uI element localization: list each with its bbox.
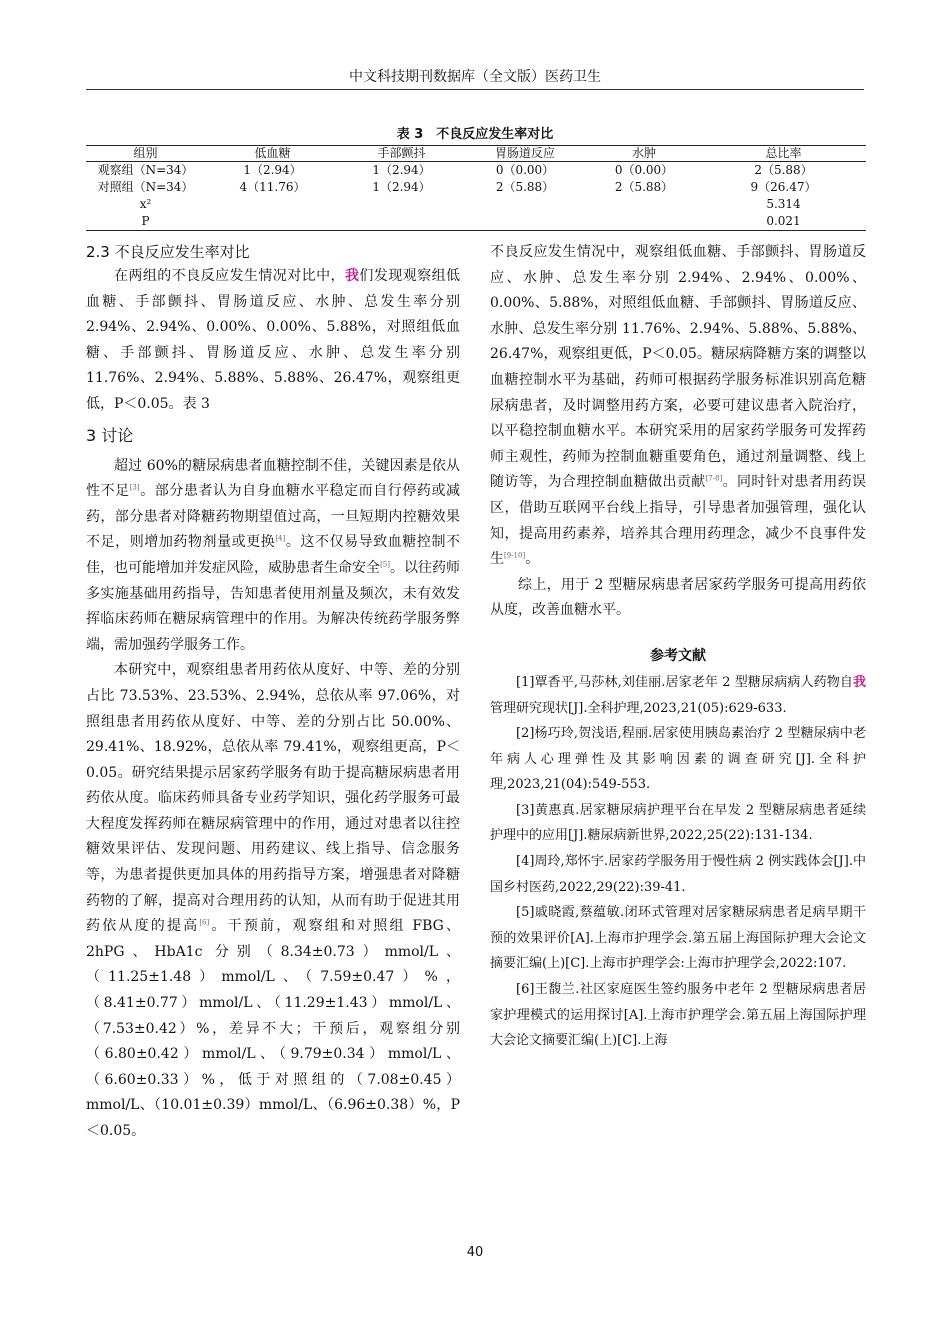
table-row: [86, 213, 866, 231]
table-cell: [587, 213, 701, 231]
text-run: 管理研究现状[J].全科护理,2023,21(05):629-633.: [490, 700, 787, 716]
header-rule: [86, 89, 864, 90]
text-run: 。: [525, 551, 540, 568]
citation: [3]: [129, 483, 140, 492]
col-header-edema: 水肿: [587, 146, 701, 162]
table-cell: 2（5.88）: [614, 180, 674, 194]
citation: [9-10]: [504, 551, 526, 560]
col-header-group: 组别: [86, 146, 205, 162]
col-header-gi-reaction: 胃肠道反应: [463, 146, 587, 162]
table-cell: 1（2.94）: [243, 163, 302, 177]
paragraph-discussion-2: [86, 658, 460, 1144]
table-row: [86, 162, 866, 180]
citation: [6]: [199, 918, 210, 927]
section-heading-2-3: 2.3 不良反应发生率对比: [86, 243, 250, 261]
text-run: 。部分患者认为自身血糖水平稳定而自行停药或减药，部分患者对降糖药物期望值过高，一旦短期内控糖效果不足，则增加药物剂量或更换: [86, 483, 461, 551]
table-3-caption: 表 3 不良反应发生率对比: [396, 127, 554, 142]
text-run: 。这不仅易导致血糖控制不佳，也可能增加并发症风险，威胁患者生命安全: [86, 534, 461, 576]
col-header-total-rate: 总比率: [701, 146, 866, 162]
table-cell: P: [86, 213, 205, 231]
table-cell: 对照组（N=34）: [97, 180, 194, 194]
text-run: 本研究中，观察组患者用药依从度好、中等、差的分别占比 73.53%、23.53%、2.94%，总依从率 97.06%，对照组患者用药依从度好、中等、差的分别占比 50.00%、29.41%、18.92%，总依从率 79.41%，观察组更高，P＜0.05。研究结果提示居家药学服务有助于提高糖尿病患者用药依从度。临床药师具备专业药学知识，强化药学服务可最大程度发挥药师在糖尿病管理中的作用，通过对患者以往控糖效果评估、发现问题、用药建议、线上指导、信念服务等，为患者提供更加具体的用药指导方案，增强患者对降糖药物的了解，提高对合理用药的认知，从而有助于促进其用药依从度的提高: [86, 662, 460, 935]
table-cell: [463, 213, 587, 231]
reference-item: [2]杨巧玲,贺浅语,程丽.居家使用胰岛素治疗 2 型糖尿病中老年病人心理弹性及其影响因素的调查研究[J].全科护理,2023,21(04):549-553.: [490, 726, 866, 793]
paragraph-discussion-1: [86, 454, 460, 659]
table-cell: 2（5.88）: [495, 180, 555, 194]
reference-item: [4]周玲,郑怀宇.居家药学服务用于慢性病 2 例实践体会[J].中国乡村医药,2022,29(22):39-41.: [490, 854, 866, 895]
citation: [5]: [380, 560, 390, 569]
citation: [7-8]: [705, 474, 723, 483]
table-cell: [340, 213, 463, 231]
table-cell: 1（2.94）: [372, 163, 431, 177]
text-run: [1]覃香平,马莎林,刘佳丽.居家老年 2 型糖尿病病人药物自: [516, 674, 853, 690]
table-cell: [463, 196, 587, 213]
col-header-hypoglycemia: 低血糖: [205, 146, 340, 162]
reference-item: [5]戚晓霞,蔡蕴敏.闭环式管理对居家糖尿病患者足病早期干预的效果评价[A].上海市护理学会.第五届上海国际护理大会论文摘要汇编(上)[C].上海市护理学会:上海市护理学会,2022:107.: [490, 905, 866, 972]
reference-item: [6]王馥兰.社区家庭医生签约服务中老年 2 型糖尿病患者居家护理模式的运用探讨[A].上海市护理学会.第五届上海国际护理大会论文摘要汇编(上)[C].上海: [490, 982, 866, 1049]
table-cell: 2（5.88）: [754, 163, 813, 177]
left-column: [86, 240, 460, 1145]
table-cell: [205, 196, 340, 213]
highlighted-char: 我: [852, 674, 866, 690]
table-cell: 0（0.00）: [495, 163, 555, 177]
table-cell: 0（0.00）: [614, 163, 674, 177]
paragraph-discussion-3: [490, 240, 866, 573]
page-number: 40: [466, 1245, 484, 1260]
highlighted-char: 我: [344, 268, 360, 284]
text-run: 超过 60%的糖尿病患者血糖控制不佳，关键因素是依从性不足: [86, 457, 460, 500]
text-run: 不良反应发生情况中，观察组低血糖、手部颤抖、胃肠道反应、水肿、总发生率分别 2.94%、2.94%、0.00%、0.00%、5.88%，对照组低血糖、手部颤抖、胃肠道反应、水肿、总发生率分别 11.76%、2.94%、5.88%、5.88%、26.47%，观察组更低，P＜0.05。糖尿病降糖方案的调整以血糖控制水平为基础，药师可根据药学服务标准识别高危糖尿病患者，及时调整用药方案，必要可建议患者入院治疗，以平稳控制血糖水平。本研究采用的居家药学服务可发挥药师主观性，药师为控制血糖重要角色，通过剂量调整、线上随访等，为合理控制血糖做出贡献: [490, 244, 866, 491]
right-column: [490, 240, 866, 1054]
table-cell: x²: [139, 197, 152, 211]
text-run: 。干预前，观察组和对照组 FBG、2hPG、HbA1c 分别（8.34±0.73）mmol/L、（11.25±1.48）mmol/L、（7.59±0.47）%，（8.41±0.77）mmol/L、（11.29±1.43）mmol/L、（7.53±0.42）%，差异不大；干预后，观察组分别（6.80±0.42）mmol/L、（9.79±0.34）mmol/L、（6.60±0.33）%，低于对照组的（7.08±0.45）mmol/L、（10.01±0.39）mmol/L、（6.96±0.38）%，P＜0.05。: [86, 918, 460, 1139]
col-header-hand-tremor: 手部颤抖: [340, 146, 463, 162]
paragraph-adverse-reactions: [86, 264, 460, 418]
table-3: [86, 145, 866, 231]
text-run: 。以往药师多实施基础用药指导，告知患者使用剂量及频次，未有效发挥临床药师在糖尿病管理中的作用。为解决传统药学服务弊端，需加强药学服务工作。: [86, 559, 460, 653]
table-row: [86, 196, 866, 213]
table-row: [86, 179, 866, 196]
references-heading: 参考文献: [650, 647, 706, 664]
table-cell: 9（26.47）: [750, 180, 817, 194]
table-cell: [340, 196, 463, 213]
citation: [4]: [275, 534, 286, 543]
table-cell: [205, 213, 340, 231]
text-run: 在两组的不良反应发生情况对比中，: [114, 268, 345, 284]
table-cell: 4（11.76）: [239, 180, 306, 194]
table-cell: 5.314: [766, 197, 801, 211]
table-cell: 观察组（N=34）: [97, 163, 194, 177]
running-header: 中文科技期刊数据库（全文版）医药卫生: [349, 69, 601, 85]
table-cell: 0.021: [701, 213, 866, 231]
text-run: 们发现观察组低血糖、手部颤抖、胃肠道反应、水肿、总发生率分别 2.94%、2.94%、0.00%、0.00%、5.88%，对照组低血糖、手部颤抖、胃肠道反应、水肿、总发生率分别 11.76%、2.94%、5.88%、5.88%、26.47%，观察组更低，P＜0.05。表 3: [86, 268, 461, 412]
reference-item: [3]黄惠真.居家糖尿病护理平台在早发 2 型糖尿病患者延续护理中的应用[J].糖尿病新世界,2022,25(22):131-134.: [490, 802, 866, 844]
table-cell: 1（2.94）: [372, 180, 431, 194]
paragraph-conclusion: 综上，用于 2 型糖尿病患者居家药学服务可提高用药依从度，改善血糖水平。: [490, 576, 866, 619]
table-header-row: [86, 146, 866, 162]
reference-item: [490, 670, 866, 721]
section-heading-discussion: 3 讨论: [86, 425, 134, 445]
text-run: 。同时针对患者用药误区，借助互联网平台线上指导，引导患者加强管理，强化认知，提高用药素养，培养其合理用药理念，减少不良事件发生: [490, 474, 867, 568]
table-cell: [587, 196, 701, 213]
